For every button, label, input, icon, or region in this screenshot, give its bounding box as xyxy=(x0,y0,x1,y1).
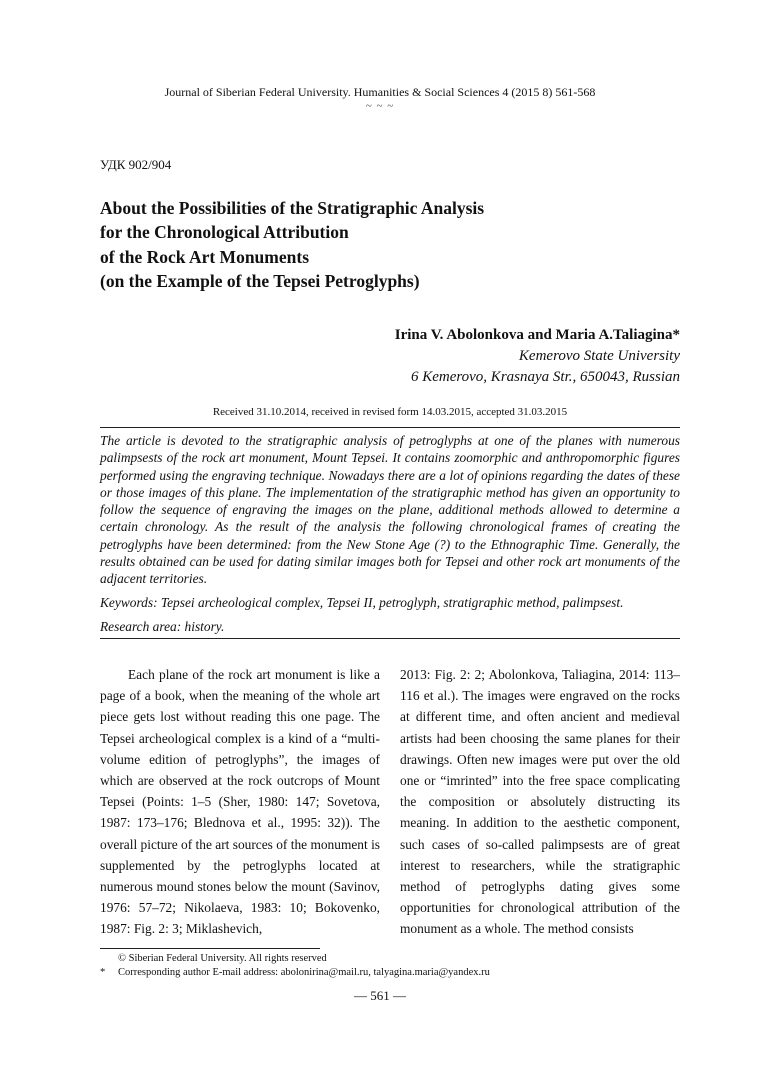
body-column-right: 2013: Fig. 2: 2; Abolonkova, Taliagina, 2014: 113–116 et al.). The images were engraved on the rocks at different time, and often ancient and medieval artists had been choosing the same planes for their drawings. Often new images were put over the old one or “imrinted” into the free space complicating the composition or absolutely distructing its meaning. In addition to the aesthetic component, such cases of so-called palimpsests are of great interest to researchers, while the stratigraphic method of petroglyphs dating gives some opportunities for chronological attribution of the monument as a whole. The method consists xyxy=(400,667,680,937)
paper-title xyxy=(100,196,680,294)
footnote-corresponding xyxy=(100,966,680,979)
abstract-text: The article is devoted to the stratigraphic analysis of petroglyphs at one of the planes with numerous palimpsests of the rock art monument, Mount Tepsei. It contains zoomorphic and anthropomorphic figures performed using the engraving technique. Nowadays there are a lot of opinions regarding the dates of these or those images of this plane. The implementation of the stratigraphic method has given an opportunity to follow the sequence of engraving the images on the plane, additional methods allowed to determine a certain chronology. As the result of the analysis the following chronological frames of creating the petroglyphs have been determined: from the New Stone Age (?) to the Ethnographic Time. Generally, the results obtained can be used for dating similar images both for Tepsei and other rock art monuments of the adjacent territories. xyxy=(100,433,680,587)
udk-code: УДК 902/904 xyxy=(100,157,172,172)
journal-header: Journal of Siberian Federal University. Humanities & Social Sciences 4 (2015 8) 561-568 xyxy=(164,85,596,99)
author-address: 6 Kemerovo, Krasnaya Str., 650043, Russian xyxy=(410,369,680,385)
header-ornament: ~ ~ ~ xyxy=(365,100,395,112)
author-block xyxy=(395,325,680,388)
keywords: Keywords: Tepsei archeological complex, Tepsei II, petroglyph, stratigraphic method, palimpsest. xyxy=(100,595,624,610)
title-line: About the Possibilities of the Stratigraphic Analysis xyxy=(100,198,485,218)
page-number: — 561 — xyxy=(354,988,406,1003)
title-line: (on the Example of the Tepsei Petroglyphs) xyxy=(100,271,420,292)
received-dates: Received 31.10.2014, received in revised form 14.03.2015, accepted 31.03.2015 xyxy=(212,406,568,418)
author-affiliation: Kemerovo State University xyxy=(518,348,680,364)
abstract-bottom-rule xyxy=(100,638,680,639)
footnote-copyright xyxy=(100,952,680,965)
research-area: Research area: history. xyxy=(100,619,225,634)
asterisk-mark: * xyxy=(100,967,106,978)
corresponding-email: Corresponding author E-mail address: abolonirina@mail.ru, talyagina.maria@yandex.ru xyxy=(118,967,490,978)
author-names: Irina V. Abolonkova and Maria A.Taliagina* xyxy=(394,327,680,343)
copyright-text: © Siberian Federal University. All rights reserved xyxy=(118,953,327,964)
title-line: of the Rock Art Monuments xyxy=(100,246,310,267)
abstract-top-rule xyxy=(100,427,680,428)
footnote-rule xyxy=(100,948,320,949)
title-line: for the Chronological Attribution xyxy=(100,222,349,243)
body-column-left: Each plane of the rock art monument is like a page of a book, when the meaning of the whole art piece gets lost without reading this one page. The Tepsei archeological complex is a kind of a “multi-volume edition of petroglyphs”, the images of which are observed at the rock outcrops of Mount Tepsei (Points: 1–5 (Sher, 1980: 147; Sovetova, 1987: 173–176; Blednova et al., 1995: 32)). The overall picture of the art sources of the monument is supplemented by the petroglyphs located at numerous mound stones below the mount (Savinov, 1976: 57–72; Nikolaeva, 1983: 10; Bokovenko, 1987: Fig. 2: 3; Miklashevich, xyxy=(100,667,381,937)
